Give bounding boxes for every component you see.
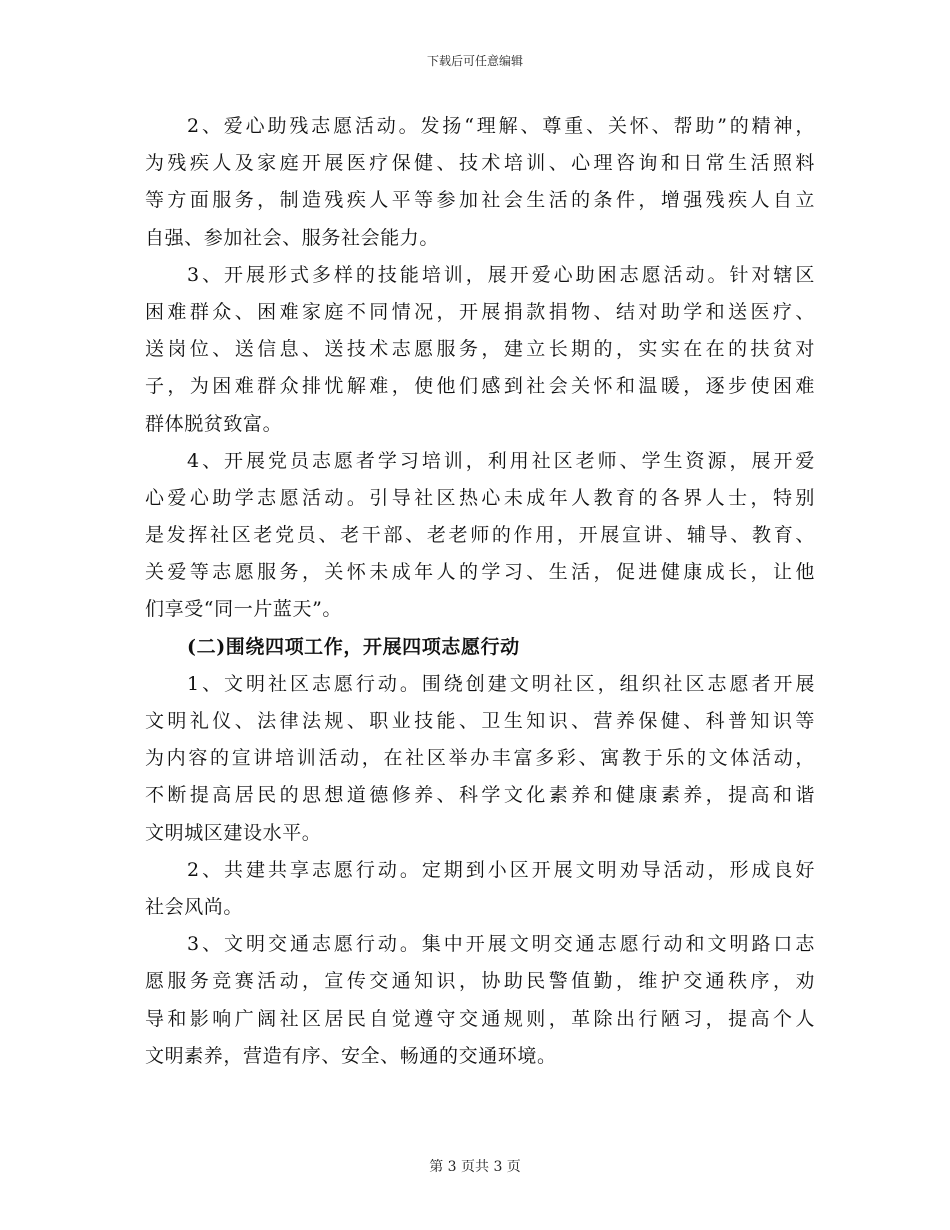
text-line: 不断提高居民的思想道德修养、科学文化素养和健康素养，提高和谐 [145,784,815,807]
paragraph [145,926,815,1075]
text-line: 3、文明交通志愿行动。集中开展文明交通志愿行动和文明路口志 [187,933,815,956]
text-line: 自强、参加社会、服务社会能力。 [145,226,440,249]
text-line: 文明素养，营造有序、安全、畅通的交通环境。 [145,1044,557,1067]
text-line: 社会风尚。 [145,895,244,918]
document-body [145,108,815,1075]
paragraph [145,108,815,257]
text-line: 送岗位、送信息、送技术志愿服务，建立长期的，实实在在的扶贫对 [145,338,815,361]
text-line: 困难群众、困难家庭不同情况，开展捐款捐物、结对助学和送医疗、 [145,300,815,323]
text-line: 文明城区建设水平。 [145,821,322,844]
section-heading [145,629,815,666]
text-line: 等方面服务，制造残疾人平等参加社会生活的条件，增强残疾人自立 [145,189,815,212]
text-line: 为残疾人及家庭开展医疗保健、技术培训、心理咨询和日常生活照料 [145,152,815,175]
text-line: 心爱心助学志愿活动。引导社区热心未成年人教育的各界人士，特别 [145,486,815,509]
text-line: 关爱等志愿服务，关怀未成年人的学习、生活，促进健康成长，让他 [145,561,815,584]
text-line: 为内容的宣讲培训活动，在社区举办丰富多彩、寓教于乐的文体活动， [145,747,815,770]
paragraph [145,443,815,629]
text-line: 是发挥社区老党员、老干部、老老师的作用，开展宣讲、辅导、教育、 [145,524,815,547]
paragraph [145,852,815,926]
paragraph [145,666,815,852]
text-line: 2、爱心助残志愿活动。发扬“理解、尊重、关怀、帮助”的精神， [187,115,815,137]
text-line: (二)围绕四项工作，开展四项志愿行动 [187,635,520,658]
text-line: 1、文明社区志愿行动。围绕创建文明社区，组织社区志愿者开展 [187,672,815,695]
text-line: 文明礼仪、法律法规、职业技能、卫生知识、营养保健、科普知识等 [145,710,815,732]
page-footer: 第 3 页共 3 页 [429,1159,521,1175]
paragraph [145,257,815,443]
text-line: 群体脱贫致富。 [145,412,283,435]
text-line: 愿服务竞赛活动，宣传交通知识，协助民警值勤，维护交通秩序，劝 [145,970,815,993]
text-line: 3、开展形式多样的技能培训，展开爱心助困志愿活动。针对辖区 [187,263,815,286]
text-line: 4、开展党员志愿者学习培训，利用社区老师、学生资源，展开爱 [187,449,815,472]
text-line: 2、共建共享志愿行动。定期到小区开展文明劝导活动，形成良好 [187,858,815,881]
text-line: 子，为困难群众排忧解难，使他们感到社会关怀和温暖，逐步使困难 [145,375,815,398]
text-line: 导和影响广阔社区居民自觉遵守交通规则，革除出行陋习，提高个人 [145,1007,815,1030]
text-line: 们享受“同一片蓝天”。 [145,598,343,621]
page-header: 下载后可任意编辑 [426,54,523,68]
